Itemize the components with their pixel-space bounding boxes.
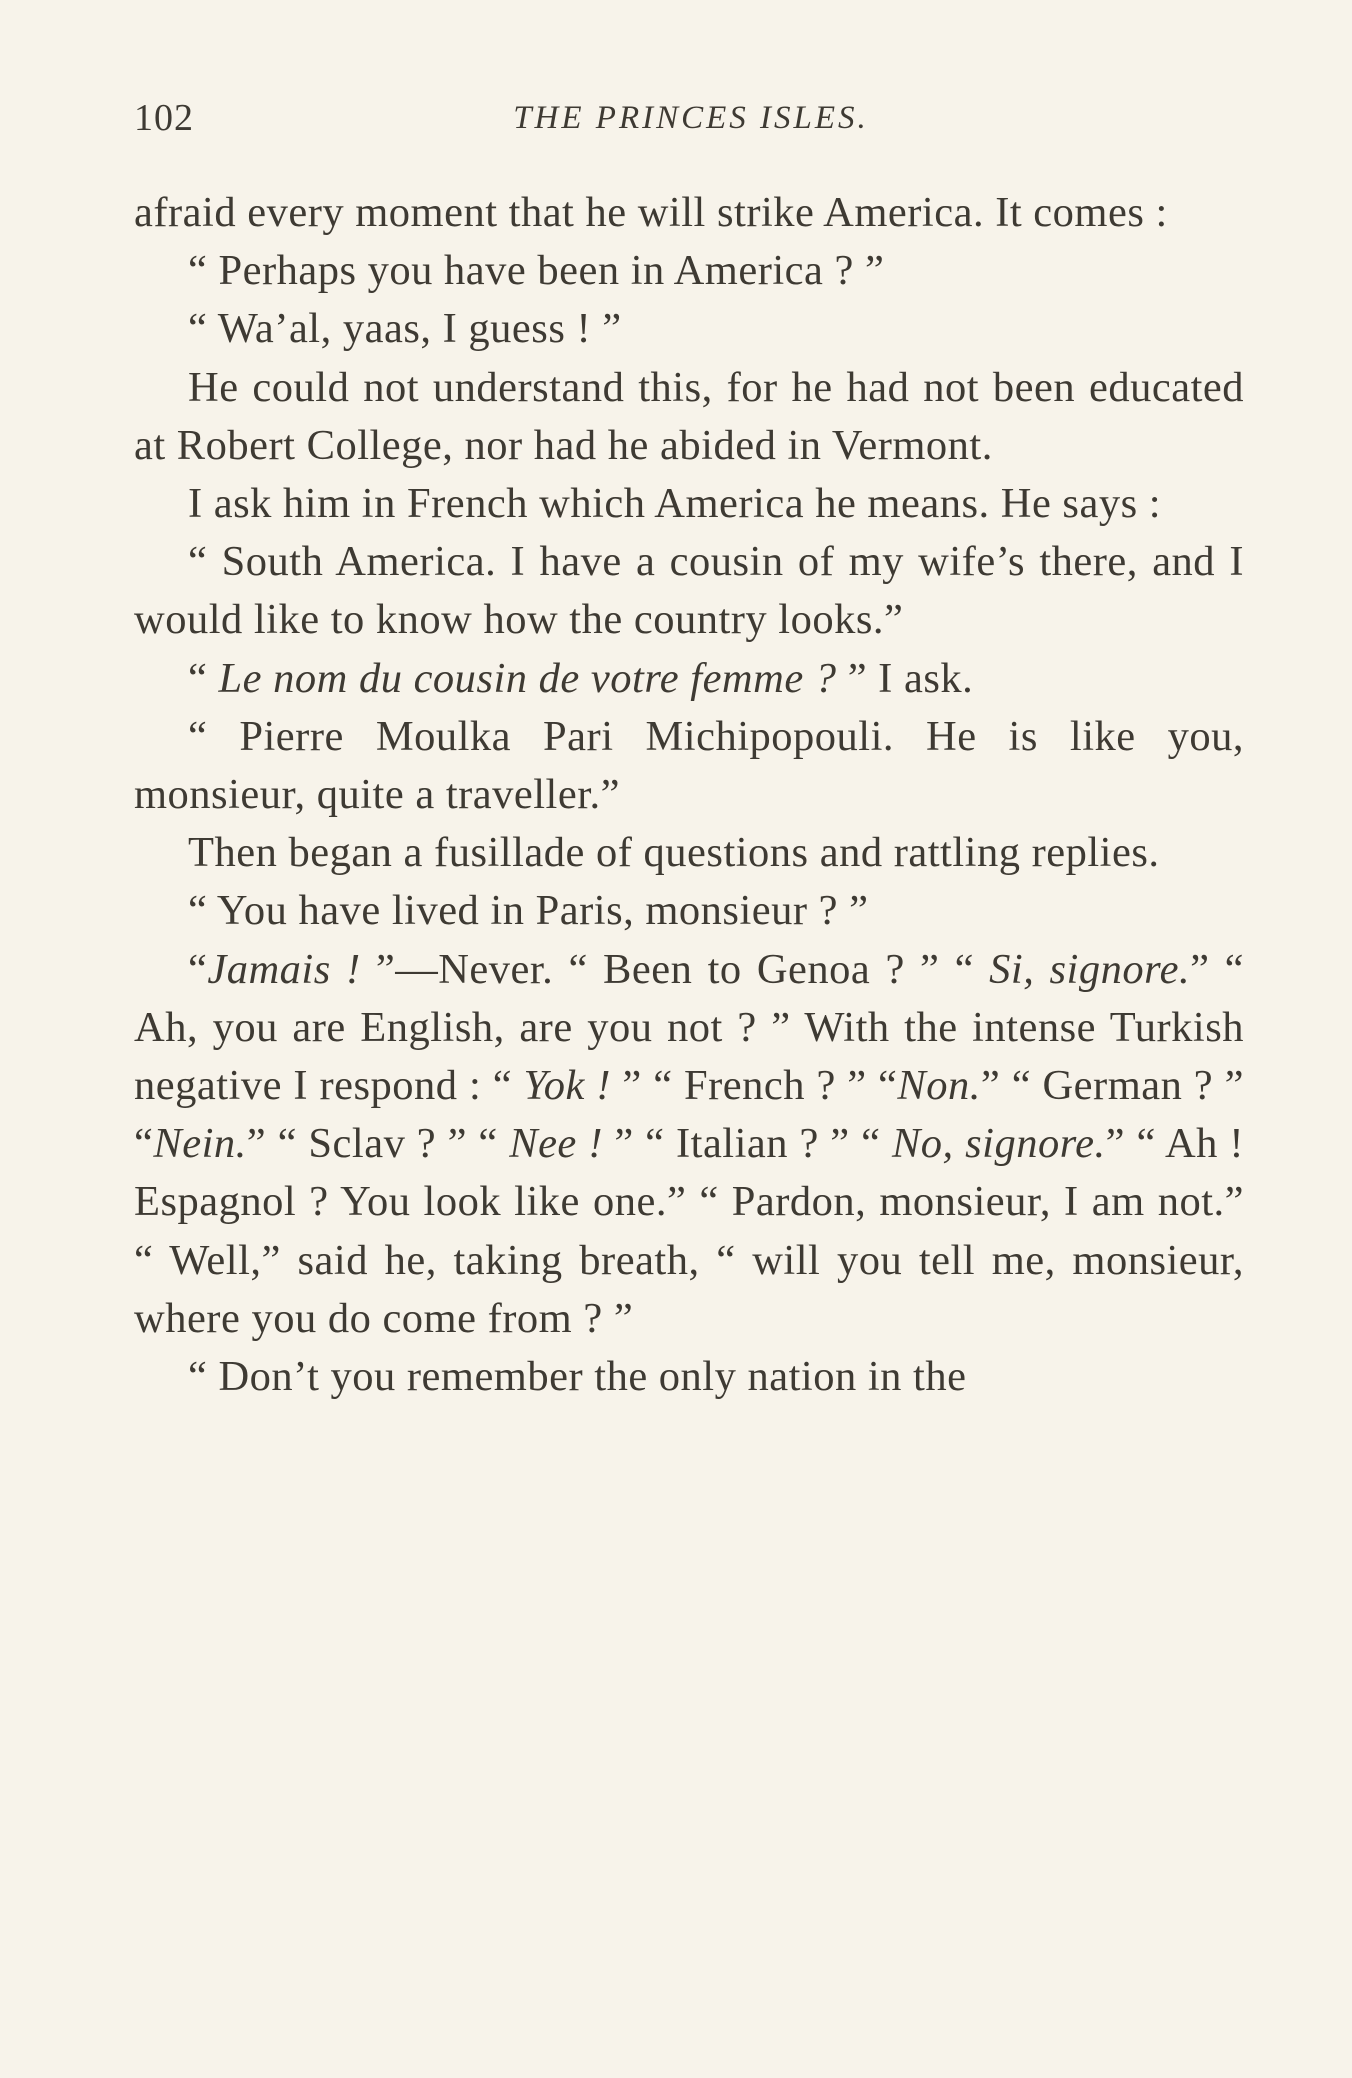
paragraph [134, 1348, 1244, 1406]
text-run: I ask him in French which America he means. He says : [188, 480, 1162, 528]
text-run: “ Pierre Moulka Pari Michipopouli. He is like you, monsieur, quite a traveller.” [134, 712, 1244, 819]
text-run: “ You have lived in Paris, monsieur ? ” [188, 887, 869, 935]
text-run: Then began a fusillade of questions and rattling replies. [188, 829, 1160, 877]
text-run: “ South America. I have a cousin of my wife’s there, and I would like to know how the country looks.” [134, 538, 1244, 644]
text-run: ” “ Ah, you are English, are you not ? ” With the intense Turkish negative I respond : “ [134, 945, 1245, 1110]
italic-text-run: No, signore. [891, 1120, 1106, 1168]
text-run: ” I ask. [836, 654, 974, 702]
paragraph [134, 824, 1244, 882]
paragraph [134, 650, 1244, 708]
italic-text-run: Non. [897, 1062, 981, 1110]
paragraph [134, 184, 1244, 242]
page-header [0, 96, 1352, 146]
paragraph [134, 882, 1244, 940]
text-run: afraid every moment that he will strike America. It comes : [134, 189, 1168, 236]
text-run: “ Perhaps you have been in America ? ” [188, 247, 885, 295]
paragraph [134, 359, 1244, 475]
text-run: ” “ French ? ” “ [610, 1062, 898, 1110]
text-run: ” “ Italian ? ” “ [602, 1120, 892, 1168]
text-run: ”—Never. “ Been to Genoa ? ” “ [360, 945, 990, 993]
text-run: He could not understand this, for he had not been educated at Robert College, nor had he abided in Vermont. [134, 363, 1244, 469]
text-run: “ [188, 654, 219, 702]
text-run: ” “ Sclav ? ” “ [246, 1120, 510, 1168]
paragraph [134, 708, 1244, 824]
italic-text-run: Si, signore. [989, 945, 1191, 993]
paragraph [134, 300, 1244, 358]
text-run: “ Wa’al, yaas, I guess ! ” [188, 305, 622, 353]
paragraph [134, 475, 1244, 533]
body-text [134, 184, 1244, 1406]
text-run: ” “ German ? ” “ [134, 1062, 1244, 1168]
running-head: THE PRINCES ISLES. [513, 100, 869, 136]
text-run: “ [188, 945, 208, 993]
italic-text-run: Nein. [153, 1120, 247, 1168]
paragraph [134, 533, 1244, 649]
text-run: ” “ Ah ! Espagnol ? You look like one.” “ Pardon, monsieur, I am not.” “ Well,” said he, taking breath, “ will you tell me, monsieur, where you do come from ? ” [134, 1120, 1244, 1342]
text-run: “ Don’t you remember the only nation in the [188, 1353, 967, 1401]
page-number: 102 [134, 97, 194, 139]
paragraph [134, 941, 1244, 1348]
italic-text-run: Nee ! [509, 1120, 603, 1168]
paragraph [134, 242, 1244, 300]
italic-text-run: Le nom du cousin de votre femme ? [218, 654, 837, 702]
italic-text-run: Yok ! [523, 1062, 611, 1110]
italic-text-run: Jamais ! [207, 945, 361, 993]
